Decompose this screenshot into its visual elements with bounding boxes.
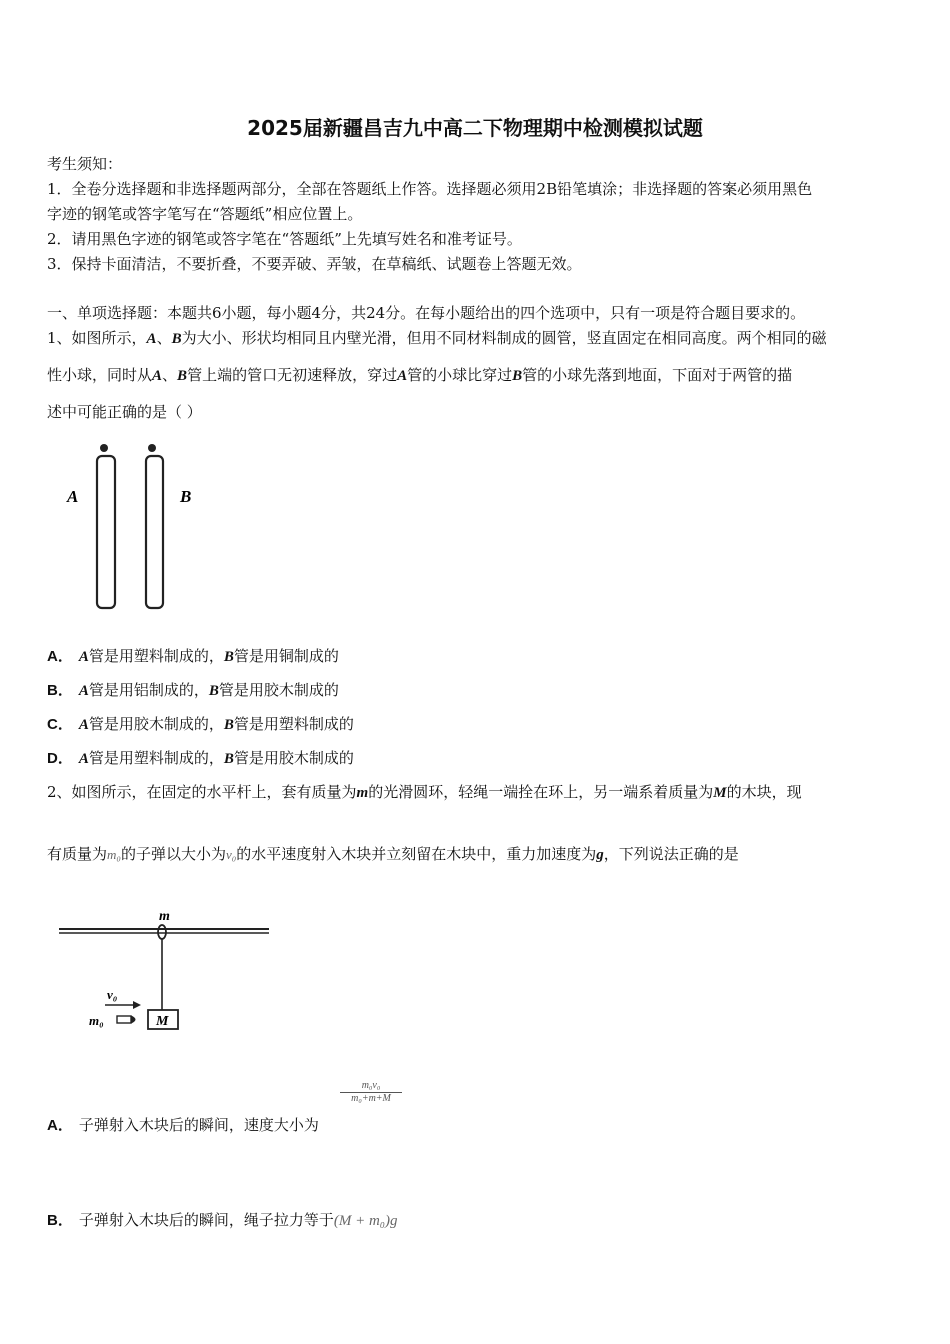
bullet-icon (117, 1016, 131, 1023)
notice-item-3: 3．保持卡面清洁，不要折叠，不要弄破、弄皱，在草稿纸、试题卷上答题无效。 (47, 255, 582, 273)
tube-A (97, 456, 115, 608)
q1-option-d[interactable]: D． A管是用塑料制成的，B管是用胶木制成的 (47, 749, 354, 767)
block-label: M (156, 1014, 169, 1029)
q1-figure-tubes (55, 438, 225, 618)
velocity-label: v₀ (107, 987, 118, 1002)
q1-option-b[interactable]: B． A管是用铝制成的，B管是用胶木制成的 (47, 681, 339, 699)
q1-option-a[interactable]: A． A管是用塑料制成的，B管是用铜制成的 (47, 647, 339, 665)
notice-item-1-line-1: 1．全卷分选择题和非选择题两部分，全部在答题纸上作答。选择题必须用2B铅笔填涂；非选择题的答案必须用黑色 (47, 180, 813, 198)
q1-stem-line-2: 性小球，同时从A、B管上端的管口无初速释放，穿过A管的小球比穿过B管的小球先落到地面，下面对于两管的描 (47, 366, 793, 384)
ball-A-icon (100, 444, 108, 452)
tube-B-label: B (180, 487, 192, 506)
q1-stem-line-3: 述中可能正确的是（ ） (47, 403, 202, 421)
q2-option-a[interactable]: A． 子弹射入木块后的瞬间，速度大小为 (47, 1116, 319, 1134)
notice-heading: 考生须知： (47, 155, 123, 173)
q2-figure (55, 900, 280, 1040)
q2-stem-line-1: 2、如图所示，在固定的水平杆上，套有质量为m的光滑圆环，轻绳一端拴在环上，另一端系着质量为M的木块，现 (47, 783, 802, 801)
tube-A-label: A (67, 487, 79, 506)
bullet-label: m₀ (89, 1013, 104, 1028)
q2-option-b[interactable]: B． 子弹射入木块后的瞬间，绳子拉力等于(M + m₀)g (47, 1211, 398, 1229)
q2-stem-line-2: 有质量为m₀的子弹以大小为v₀的水平速度射入木块并立刻留在木块中，重力加速度为g，下列说法正确的是 (47, 845, 739, 863)
arrow-head-icon (133, 1001, 141, 1009)
notice-item-2: 2．请用黑色字迹的钢笔或答字笔在“答题纸”上先填写姓名和准考证号。 (47, 230, 522, 248)
ring-icon (158, 925, 166, 939)
option-a-fraction: $\frac{\text{m₀v₀}}{\text{m₀+m+M}}$ (340, 1080, 402, 1104)
q1-stem-line-1: 1、如图所示，A、B为大小、形状均相同且内壁光滑，但用不同材料制成的圆管，竖直固定在相同高度。两个相同的磁 (47, 329, 827, 347)
section-1-heading: 一、单项选择题：本题共6小题，每小题4分，共24分。在每小题给出的四个选项中，只有一项是符合题目要求的。 (47, 304, 806, 322)
ball-B-icon (148, 444, 156, 452)
ring-label: m (159, 909, 170, 924)
page-title: 2025届新疆昌吉九中高二下物理期中检测模拟试题 (247, 116, 703, 140)
tube-B (146, 456, 163, 608)
q1-option-c[interactable]: C． A管是用胶木制成的，B管是用塑料制成的 (47, 715, 354, 733)
notice-item-1-line-2: 字迹的钢笔或答字笔写在“答题纸”相应位置上。 (47, 205, 363, 223)
